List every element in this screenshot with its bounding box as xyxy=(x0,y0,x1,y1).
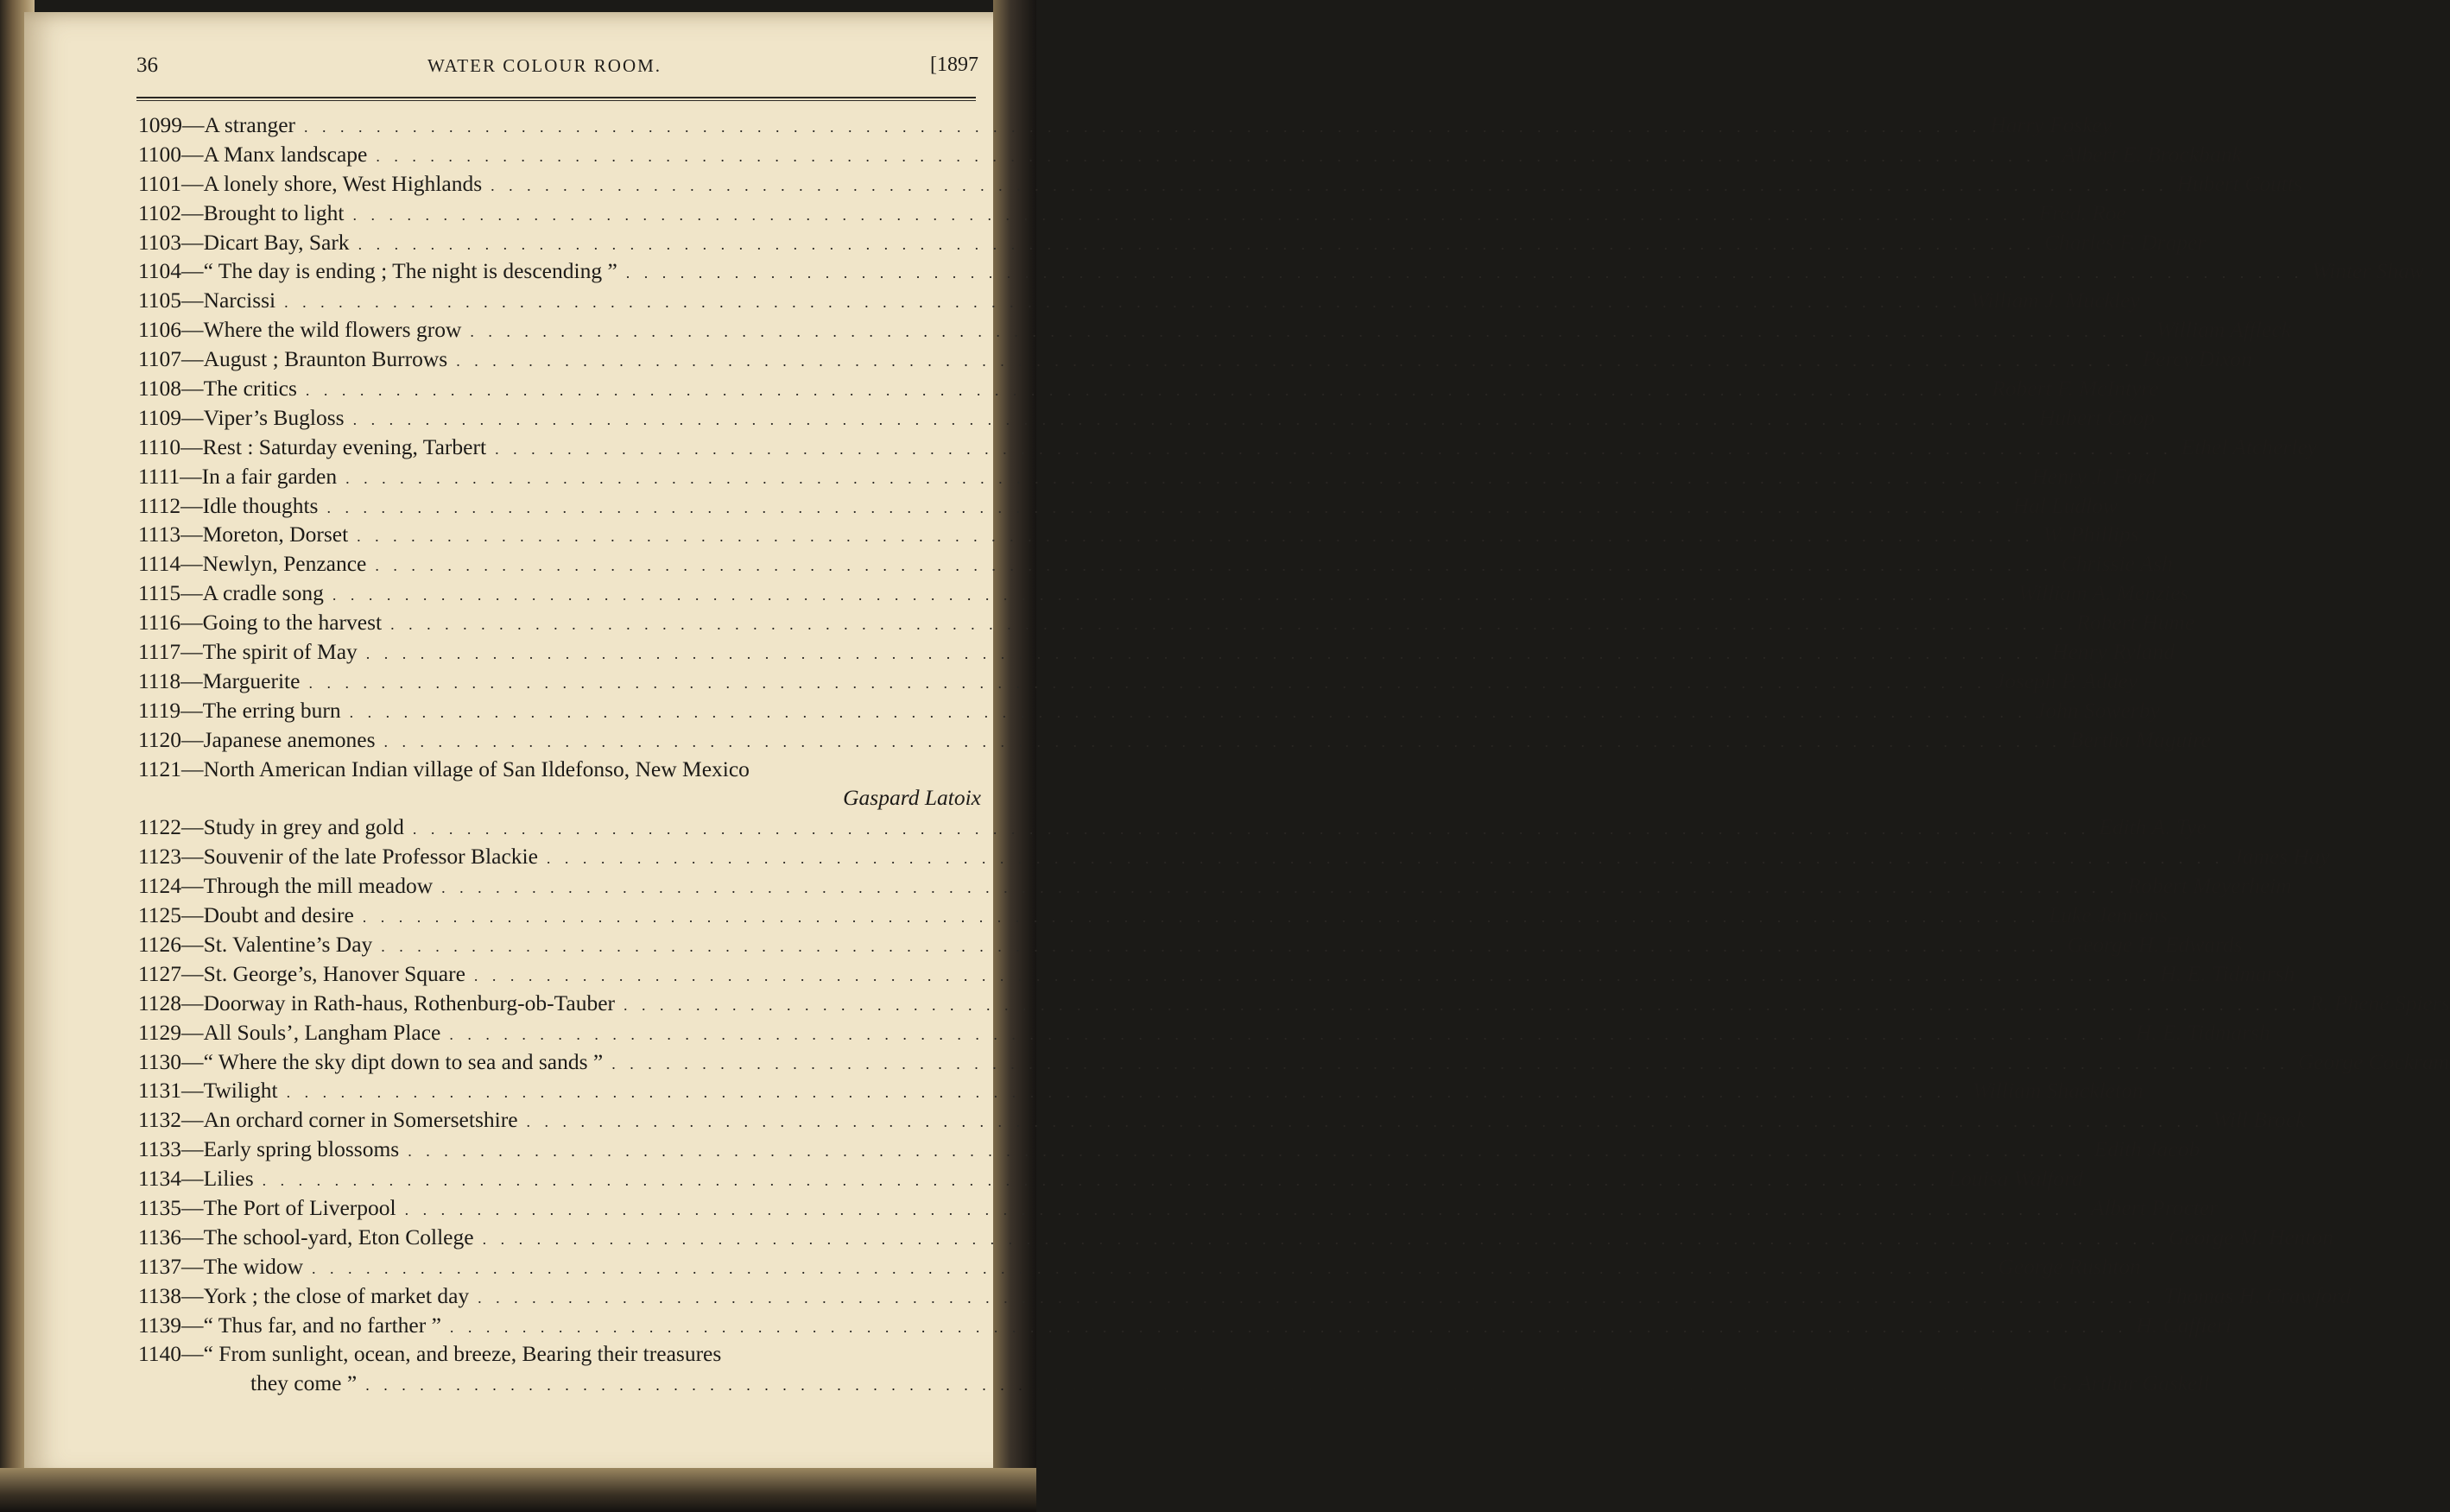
entry-artist: Albert E. Brockbank xyxy=(2061,141,2242,167)
entry-title: North American Indian village of San Ildefonso, New Mexico xyxy=(203,756,750,781)
entry-number: 1101— xyxy=(138,170,204,196)
catalogue-entry xyxy=(138,315,2291,345)
entry-title-continued: they come ” xyxy=(250,1370,358,1396)
entry-title: Through the mill meadow xyxy=(203,873,434,899)
entry-title: In a fair garden xyxy=(201,463,338,489)
leader-dots: . . . . . . . . . . . . . . . . . . . . . . . . . . . . . . . . . . . . . . . . . . . . . . . . . . . . . . . . . . . . . . . . . . . . . . . . . . . . . . . . . . . . . . . . . . . . . xyxy=(408,1142,2086,1161)
entry-artist: George Cockram xyxy=(2297,1048,2450,1074)
leader-dots: . . . . . . . . . . . . . . . . . . . . . . . . . . . . . . . . . . . . . . . . . . . . . . . . . . . . . . . . . . . . . . . . . . . . . . . . . . . . . . . . . . . . . . . . . . . . . xyxy=(441,879,2119,897)
entry-number: 1112— xyxy=(138,492,203,518)
leader-dots: . . . . . . . . . . . . . . . . . . . . . . . . . . . . . . . . . . . . . . . . . . . . . . . . . . . . . . . . . . . . . . . . . . . . . . . . . . . . . . . . . . . . . . . . . . . . . xyxy=(611,1054,2289,1072)
entry-number: 1110— xyxy=(138,433,203,459)
entry-number: 1099— xyxy=(138,112,205,137)
entry-title: The widow xyxy=(203,1253,303,1279)
catalogue-entry xyxy=(138,667,2138,696)
entry-number: 1134— xyxy=(138,1166,204,1192)
leader-dots: . . . . . . . . . . . . . . . . . . . . . . . . . . . . . . . . . . . . . . . . . . . . . . . . . . . . . . . . . . . . . . . . . . . . . . . . . . . . . . . . . . . . . . . . . . . . . xyxy=(404,1200,2083,1218)
catalogue-entry xyxy=(138,696,2160,725)
catalogue-entry xyxy=(138,1076,2143,1105)
leader-dots: . . . . . . . . . . . . . . . . . . . . . . . . . . . . . . . . . . . . . . . . . . . . . . . . . . . . . . . . . . . . . . . . . . . . . . . . . . . . . . . . . . . . . . . . . . . . . xyxy=(478,1288,2156,1306)
entry-title: The spirit of May xyxy=(202,639,358,665)
entry-artist: William Shackleton xyxy=(1972,1078,2143,1104)
entry-title: The Port of Liverpool xyxy=(203,1194,396,1220)
catalogue-entry xyxy=(138,579,2189,608)
entry-artist: George H. Edwards xyxy=(2067,931,2243,957)
leader-dots: . . . . . . . . . . . . . . . . . . . . . . . . . . . . . . . . . . . . . . . . . . . . . . . . . . . . . . . . . . . . . . . . . . . . . . . . . . . . . . . . . . . . . . . . . . . . . xyxy=(332,586,2010,604)
entry-number: 1124— xyxy=(138,873,204,899)
catalogue-entry xyxy=(138,286,2140,315)
entry-number: 1132— xyxy=(138,1107,204,1133)
entry-title: St. George’s, Hanover Square xyxy=(203,960,465,986)
entry-title: Marguerite xyxy=(202,667,301,693)
catalogue-entry xyxy=(138,345,2252,374)
catalogue-entry xyxy=(138,755,981,784)
entry-artist: G. Arthur Gaskell xyxy=(2051,1370,2210,1396)
entry-title: Twilight xyxy=(203,1078,278,1104)
entry-artist: Charles F. Draper xyxy=(2044,229,2206,255)
entry-number: 1133— xyxy=(138,1136,204,1162)
leader-dots: . . . . . . . . . . . . . . . . . . . . . . . . . . . . . . . . . . . . . . . . . . . . . . . . . . . . . . . . . . . . . . . . . . . . . . . . . . . . . . . . . . . . . . . . . . . . . xyxy=(376,147,2054,165)
entry-artist: George Rushton xyxy=(1997,1253,2141,1279)
entry-number: 1130— xyxy=(138,1048,204,1074)
entry-title: Viper’s Bugloss xyxy=(203,404,345,430)
catalogue-entry xyxy=(138,462,2156,491)
catalogue-entry xyxy=(138,520,2139,549)
running-header xyxy=(111,54,978,88)
page-bottom-edge xyxy=(0,1468,1036,1512)
section-title: WATER COLOUR ROOM. xyxy=(427,55,662,76)
entry-artist: Ethel Atcherley xyxy=(2181,433,2317,459)
leader-dots: . . . . . . . . . . . . . . . . . . . . . . . . . . . . . . . . . . . . . . . . . . . . . . . . . . . . . . . . . . . . . . . . . . . . . . . . . . . . . . . . . . . . . . . . . . . . . xyxy=(305,382,1984,400)
catalogue-entry xyxy=(138,1252,2141,1281)
leader-dots: . . . . . . . . . . . . . . . . . . . . . . . . . . . . . . . . . . . . . . . . . . . . . . . . . . . . . . . . . . . . . . . . . . . . . . . . . . . . . . . . . . . . . . . . . . . . . xyxy=(352,410,2031,428)
entry-artist: Edith Jacob xyxy=(2093,1136,2200,1162)
leader-dots: . . . . . . . . . . . . . . . . . . . . . . . . . . . . . . . . . . . . . . . . . . . . . . . . . . . . . . . . . . . . . . . . . . . . . . . . . . . . . . . . . . . . . . . . . . . . . xyxy=(473,966,2152,984)
entry-number: 1100— xyxy=(138,141,204,167)
entry-title: Souvenir of the late Professor Blackie xyxy=(203,844,538,870)
entry-artist: Edith A. Tye xyxy=(2099,814,2206,840)
entry-artist: Joseph P. Addey xyxy=(1994,667,2138,693)
entry-artist: Albert Procter xyxy=(2091,1194,2219,1220)
entry-artist: Thomas H. Crawford xyxy=(2163,1282,2352,1308)
entry-number: 1120— xyxy=(138,726,204,752)
leader-dots: . . . . . . . . . . . . . . . . . . . . . . . . . . . . . . . . . . . . . . . . . . . . . . . . . . . . . . . . . . . . . . . . . . . . . . . . . . . . . . . . . . . . . . . . . . . . . xyxy=(526,1113,2205,1131)
entry-number: 1113— xyxy=(138,522,203,547)
entry-number: 1109— xyxy=(138,404,204,430)
catalogue-entry xyxy=(138,433,2317,462)
entry-title: Dicart Bay, Sark xyxy=(203,229,350,255)
catalogue-entry xyxy=(138,959,2295,989)
entry-title: The school-yard, Eton College xyxy=(203,1224,474,1249)
entry-title: “ Thus far, and no farther ” xyxy=(203,1312,441,1338)
entry-artist: Hal Ludlow xyxy=(2012,492,2118,518)
entry-artist: Robert Meyerheim xyxy=(2127,873,2292,899)
entry-title: The erring burn xyxy=(202,697,341,723)
entry-artist: William J. Muckley xyxy=(1970,288,2140,313)
entry-number: 1117— xyxy=(138,639,203,665)
entry-artist: W. Phillips xyxy=(2042,522,2139,547)
entry-artist: Hubert Coop xyxy=(2039,404,2155,430)
catalogue-entry xyxy=(138,1018,2270,1047)
entry-title: A lonely shore, West Highlands xyxy=(203,170,483,196)
catalogue-entry xyxy=(138,1193,2219,1223)
catalogue-entry xyxy=(138,1047,2450,1077)
entry-artist: William Affleck xyxy=(2156,317,2291,343)
entry-artist: Luke Jennens xyxy=(2048,902,2168,928)
leader-dots: . . . . . . . . . . . . . . . . . . . . . . . . . . . . . . . . . . . . . . . . . . . . . . . . . . . . . . . . . . . . . . . . . . . . . . . . . . . . . . . . . . . . . . . . . . . . . xyxy=(304,118,1982,136)
entry-title: “ Where the sky dipt down to sea and sands ” xyxy=(203,1048,604,1074)
catalogue-entry xyxy=(138,608,2195,637)
leader-dots: . . . . . . . . . . . . . . . . . . . . . . . . . . . . . . . . . . . . . . . . . . . . . . . . . . . . . . . . . . . . . . . . . . . . . . . . . . . . . . . . . . . . . . . . . . . . . xyxy=(624,996,2301,1014)
entry-number: 1136— xyxy=(138,1224,204,1249)
entry-artist: Chrissie Ash xyxy=(2061,551,2174,577)
entry-title: Idle thoughts xyxy=(202,492,319,518)
entry-title: Where the wild flowers grow xyxy=(203,317,462,343)
entry-artist: Will Brock xyxy=(2213,1107,2306,1133)
year-label: [1897 xyxy=(930,54,978,76)
entry-artist: George M. Henton xyxy=(2168,1224,2334,1249)
entry-artist: James Hay xyxy=(2232,844,2331,870)
entry-artist: Henry J. Ford xyxy=(2031,463,2156,489)
catalogue-entry xyxy=(138,199,2127,228)
leader-dots: . . . . . . . . . . . . . . . . . . . . . . . . . . . . . . . . . . . . . . . . . . . . . . . . . . . . . . . . . . . . . . . . . . . . . . . . . . . . . . . . . . . . . . . . . . . . . xyxy=(357,528,2035,546)
entry-number: 1104— xyxy=(138,258,204,284)
leader-dots: . . . . . . . . . . . . . . . . . . . . . . . . . . . . . . . . . . . . . . . . . . . . . . . . . . . . . . . . . . . . . . . . . . . . . . . . . . . . . . . . . . . . . . . . . . . . . xyxy=(365,645,2044,663)
entry-artist: John Sowerby xyxy=(2035,697,2160,723)
catalogue-entry xyxy=(138,256,2424,286)
catalogue-entry xyxy=(138,813,2206,842)
leader-dots: . . . . . . . . . . . . . . . . . . . . . . . . . . . . . . . . . . . . . . . . . . . . . . . . . . . . . . . . . . . . . . . . . . . . . . . . . . . . . . . . . . . . . . . . . . . . . xyxy=(349,703,2028,721)
entry-number: 1102— xyxy=(138,199,204,225)
leader-dots: . . . . . . . . . . . . . . . . . . . . . . . . . . . . . . . . . . . . . . . . . . . . . . . . . . . . . . . . . . . . . . . . . . . . . . . . . . . . . . . . . . . . . . . . . . . . . xyxy=(326,498,2004,516)
entry-number: 1103— xyxy=(138,229,204,255)
entry-number: 1121— xyxy=(138,756,204,781)
entry-artist: H. E. Tidmarsh xyxy=(2160,960,2295,986)
leader-dots: . . . . . . . . . . . . . . . . . . . . . . . . . . . . . . . . . . . . . . . . . . . . . . . . . . . . . . . . . . . . . . . . . . . . . . . . . . . . . . . . . . . . . . . . . . . . . xyxy=(546,850,2225,868)
leader-dots: . . . . . . . . . . . . . . . . . . . . . . . . . . . . . . . . . . . . . . . . . . . . . . . . . . . . . . . . . . . . . . . . . . . . . . . . . . . . . . . . . . . . . . . . . . . . . xyxy=(495,440,2173,458)
entry-title: Going to the harvest xyxy=(202,610,383,636)
entry-number: 1111— xyxy=(138,463,202,489)
entry-number: 1106— xyxy=(138,317,204,343)
entry-artist: Fred. Roe xyxy=(2039,199,2127,225)
entry-number: 1122— xyxy=(138,814,204,840)
entry-number: 1114— xyxy=(138,551,203,577)
entry-title: Lilies xyxy=(203,1166,254,1192)
entry-number: 1116— xyxy=(138,610,203,636)
entry-title: A cradle song xyxy=(202,580,324,606)
entry-artist: Gaspard Latoix xyxy=(843,785,981,811)
entry-number: 1139— xyxy=(138,1312,204,1338)
entry-artist: Bertha Maguire xyxy=(2070,726,2211,752)
entry-number: 1119— xyxy=(138,697,203,723)
entry-title: Moreton, Dorset xyxy=(202,522,349,547)
entry-title: Study in grey and gold xyxy=(203,814,404,840)
leader-dots: . . . . . . . . . . . . . . . . . . . . . . . . . . . . . . . . . . . . . . . . . . . . . . . . . . . . . . . . . . . . . . . . . . . . . . . . . . . . . . . . . . . . . . . . . . . . . xyxy=(491,176,2168,194)
entry-title: A Manx landscape xyxy=(203,141,368,167)
entry-number: 1107— xyxy=(138,346,204,372)
entry-artist: Winter Shaw xyxy=(2312,258,2424,284)
catalogue-entry xyxy=(138,842,2331,871)
entry-title: Brought to light xyxy=(203,199,345,225)
entry-number: 1137— xyxy=(138,1253,204,1279)
catalogue-entry xyxy=(138,1223,2334,1252)
leader-dots: . . . . . . . . . . . . . . . . . . . . . . . . . . . . . . . . . . . . . . . . . . . . . . . . . . . . . . . . . . . . . . . . . . . . . . . . . . . . . . . . . . . . . . . . . . . . . xyxy=(381,937,2059,955)
catalogue-entry xyxy=(138,111,2112,140)
entry-artist: Hubert Coutts xyxy=(2176,170,2302,196)
catalogue-entry xyxy=(138,403,2155,433)
entry-number: 1125— xyxy=(138,902,204,928)
leader-dots: . . . . . . . . . . . . . . . . . . . . . . . . . . . . . . . . . . . . . . . . . . . . . . . . . . . . . . . . . . . . . . . . . . . . . . . . . . . . . . . . . . . . . . . . . . . . . xyxy=(345,469,2023,487)
catalogue-entries xyxy=(138,111,2450,1398)
catalogue-entry xyxy=(138,1105,2306,1135)
entry-number: 1105— xyxy=(138,288,204,313)
leader-dots: . . . . . . . . . . . . . . . . . . . . . . . . . . . . . . . . . . . . . . . . . . . . . . . . . . . . . . . . . . . . . . . . . . . . . . . . . . . . . . . . . . . . . . . . . . . . . xyxy=(449,1025,2127,1043)
catalogue-entry-continued xyxy=(138,1369,2210,1398)
leader-dots: . . . . . . . . . . . . . . . . . . . . . . . . . . . . . . . . . . . . . . . . . . . . . . . . . . . . . . . . . . . . . . . . . . . . . . . . . . . . . . . . . . . . . . . . . . . . . xyxy=(390,616,2068,634)
entry-title: “ The day is ending ; The night is descending ” xyxy=(203,258,617,284)
entry-artist: Henry Ryland xyxy=(2052,639,2175,665)
entry-title: St. Valentine’s Day xyxy=(203,931,373,957)
entry-number: 1140— xyxy=(138,1341,204,1367)
leader-dots: . . . . . . . . . . . . . . . . . . . . . . . . . . . . . . . . . . . . . . . . . . . . . . . . . . . . . . . . . . . . . . . . . . . . . . . . . . . . . . . . . . . . . . . . . . . . . xyxy=(365,1376,2043,1395)
entry-artist: R. Phené Spiers xyxy=(2309,990,2450,1015)
leader-dots: . . . . . . . . . . . . . . . . . . . . . . . . . . . . . . . . . . . . . . . . . . . . . . . . . . . . . . . . . . . . . . . . . . . . . . . . . . . . . . . . . . . . . . . . . . . . . xyxy=(470,323,2148,341)
catalogue-entry xyxy=(138,1281,2352,1311)
entry-number: 1131— xyxy=(138,1078,204,1104)
catalogue-entry xyxy=(138,140,2242,169)
entry-title: Early spring blossoms xyxy=(203,1136,400,1162)
leader-dots: . . . . . . . . . . . . . . . . . . . . . . . . . . . . . . . . . . . . . . . . . . . . . . . . . . . . . . . . . . . . . . . . . . . . . . . . . . . . . . . . . . . . . . . . . . . . . xyxy=(262,1172,1940,1190)
entry-number: 1128— xyxy=(138,990,204,1015)
catalogue-entry xyxy=(138,1164,2084,1193)
leader-dots: . . . . . . . . . . . . . . . . . . . . . . . . . . . . . . . . . . . . . . . . . . . . . . . . . . . . . . . . . . . . . . . . . . . . . . . . . . . . . . . . . . . . . . . . . . . . . xyxy=(449,1318,2128,1336)
entry-artist: Louisa Walford xyxy=(1948,1166,2084,1192)
leader-dots: . . . . . . . . . . . . . . . . . . . . . . . . . . . . . . . . . . . . . . . . . . . . . . . . . . . . . . . . . . . . . . . . . . . . . . . . . . . . . . . . . . . . . . . . . . . . . xyxy=(456,352,2134,370)
catalogue-entry xyxy=(138,549,2174,579)
entry-title: Newlyn, Penzance xyxy=(202,551,367,577)
catalogue-entry xyxy=(138,637,2175,667)
entry-number: 1123— xyxy=(138,844,204,870)
leader-dots: . . . . . . . . . . . . . . . . . . . . . . . . . . . . . . . . . . . . . . . . . . . . . . . . . . . . . . . . . . . . . . . . . . . . . . . . . . . . . . . . . . . . . . . . . . . . . xyxy=(625,264,2304,282)
entry-number: 1129— xyxy=(138,1019,204,1045)
header-rule xyxy=(136,97,976,101)
entry-artist: Percy Dixon xyxy=(2142,346,2252,372)
entry-artist: H. Caffieri xyxy=(2136,1312,2232,1338)
page-number: 36 xyxy=(136,54,158,77)
leader-dots: . . . . . . . . . . . . . . . . . . . . . . . . . . . . . . . . . . . . . . . . . . . . . . . . . . . . . . . . . . . . . . . . . . . . . . . . . . . . . . . . . . . . . . . . . . . . . xyxy=(284,294,1962,312)
entry-title: A stranger xyxy=(204,112,296,137)
leader-dots: . . . . . . . . . . . . . . . . . . . . . . . . . . . . . . . . . . . . . . . . . . . . . . . . . . . . . . . . . . . . . . . . . . . . . . . . . . . . . . . . . . . . . . . . . . . . . xyxy=(312,1259,1990,1277)
entry-artist: H. E. Tidmarsh xyxy=(2135,1019,2270,1045)
catalogue-entry xyxy=(138,930,2243,959)
catalogue-entry xyxy=(138,491,2118,521)
leader-dots: . . . . . . . . . . . . . . . . . . . . . . . . . . . . . . . . . . . . . . . . . . . . . . . . . . . . . . . . . . . . . . . . . . . . . . . . . . . . . . . . . . . . . . . . . . . . . xyxy=(308,674,1986,692)
catalogue-entry xyxy=(138,228,2206,257)
catalogue-entry xyxy=(138,871,2292,901)
catalogue-entry xyxy=(138,1311,2232,1340)
entry-number: 1115— xyxy=(138,580,203,606)
catalogue-entry xyxy=(138,169,2302,199)
leader-dots: . . . . . . . . . . . . . . . . . . . . . . . . . . . . . . . . . . . . . . . . . . . . . . . . . . . . . . . . . . . . . . . . . . . . . . . . . . . . . . . . . . . . . . . . . . . . . xyxy=(375,557,2053,575)
catalogue-entry xyxy=(138,989,2450,1018)
catalogue-entry xyxy=(138,725,2211,755)
entry-artist: Harry Foskey xyxy=(1990,112,2112,137)
entry-number: 1126— xyxy=(138,931,204,957)
entry-artist: William A. Menzies xyxy=(2018,580,2189,606)
leader-dots: . . . . . . . . . . . . . . . . . . . . . . . . . . . . . . . . . . . . . . . . . . . . . . . . . . . . . . . . . . . . . . . . . . . . . . . . . . . . . . . . . . . . . . . . . . . . . xyxy=(482,1230,2161,1248)
entry-number: 1138— xyxy=(138,1282,204,1308)
leader-dots: . . . . . . . . . . . . . . . . . . . . . . . . . . . . . . . . . . . . . . . . . . . . . . . . . . . . . . . . . . . . . . . . . . . . . . . . . . . . . . . . . . . . . . . . . . . . . xyxy=(286,1084,1965,1102)
catalogue-entry xyxy=(138,901,2168,930)
entry-title: Rest : Saturday evening, Tarbert xyxy=(202,433,487,459)
entry-title: The critics xyxy=(203,376,297,402)
catalogue-entry xyxy=(138,374,2159,403)
entry-title: Doorway in Rath-haus, Rothenburg-ob-Tauber xyxy=(203,990,616,1015)
entry-title: All Souls’, Langham Place xyxy=(203,1019,441,1045)
entry-number: 1108— xyxy=(138,376,204,402)
entry-artist: Robert F. McIntyre xyxy=(1991,376,2159,402)
entry-title: Japanese anemones xyxy=(203,726,376,752)
entry-title: York ; the close of market day xyxy=(203,1282,470,1308)
leader-dots: . . . . . . . . . . . . . . . . . . . . . . . . . . . . . . . . . . . . . . . . . . . . . . . . . . . . . . . . . . . . . . . . . . . . . . . . . . . . . . . . . . . . . . . . . . . . . xyxy=(412,820,2091,838)
leader-dots: . . . . . . . . . . . . . . . . . . . . . . . . . . . . . . . . . . . . . . . . . . . . . . . . . . . . . . . . . . . . . . . . . . . . . . . . . . . . . . . . . . . . . . . . . . . . . xyxy=(352,206,2030,224)
entry-artist: Robert Hume xyxy=(2076,610,2195,636)
entry-title: Doubt and desire xyxy=(203,902,354,928)
entry-title: An orchard corner in Somersetshire xyxy=(203,1107,518,1133)
leader-dots: . . . . . . . . . . . . . . . . . . . . . . . . . . . . . . . . . . . . . . . . . . . . . . . . . . . . . . . . . . . . . . . . . . . . . . . . . . . . . . . . . . . . . . . . . . . . . xyxy=(358,235,2036,253)
entry-number: 1127— xyxy=(138,960,204,986)
leader-dots: . . . . . . . . . . . . . . . . . . . . . . . . . . . . . . . . . . . . . . . . . . . . . . . . . . . . . . . . . . . . . . . . . . . . . . . . . . . . . . . . . . . . . . . . . . . . . xyxy=(383,732,2062,750)
entry-title: Narcissi xyxy=(203,288,276,313)
entry-number: 1118— xyxy=(138,667,203,693)
entry-title: “ From sunlight, ocean, and breeze, Bearing their treasures xyxy=(203,1341,722,1367)
leader-dots: . . . . . . . . . . . . . . . . . . . . . . . . . . . . . . . . . . . . . . . . . . . . . . . . . . . . . . . . . . . . . . . . . . . . . . . . . . . . . . . . . . . . . . . . . . . . . xyxy=(362,908,2041,927)
entry-number: 1135— xyxy=(138,1194,204,1220)
catalogue-entry xyxy=(138,1339,981,1369)
catalogue-entry xyxy=(138,1135,2200,1164)
entry-title: August ; Braunton Burrows xyxy=(203,346,448,372)
